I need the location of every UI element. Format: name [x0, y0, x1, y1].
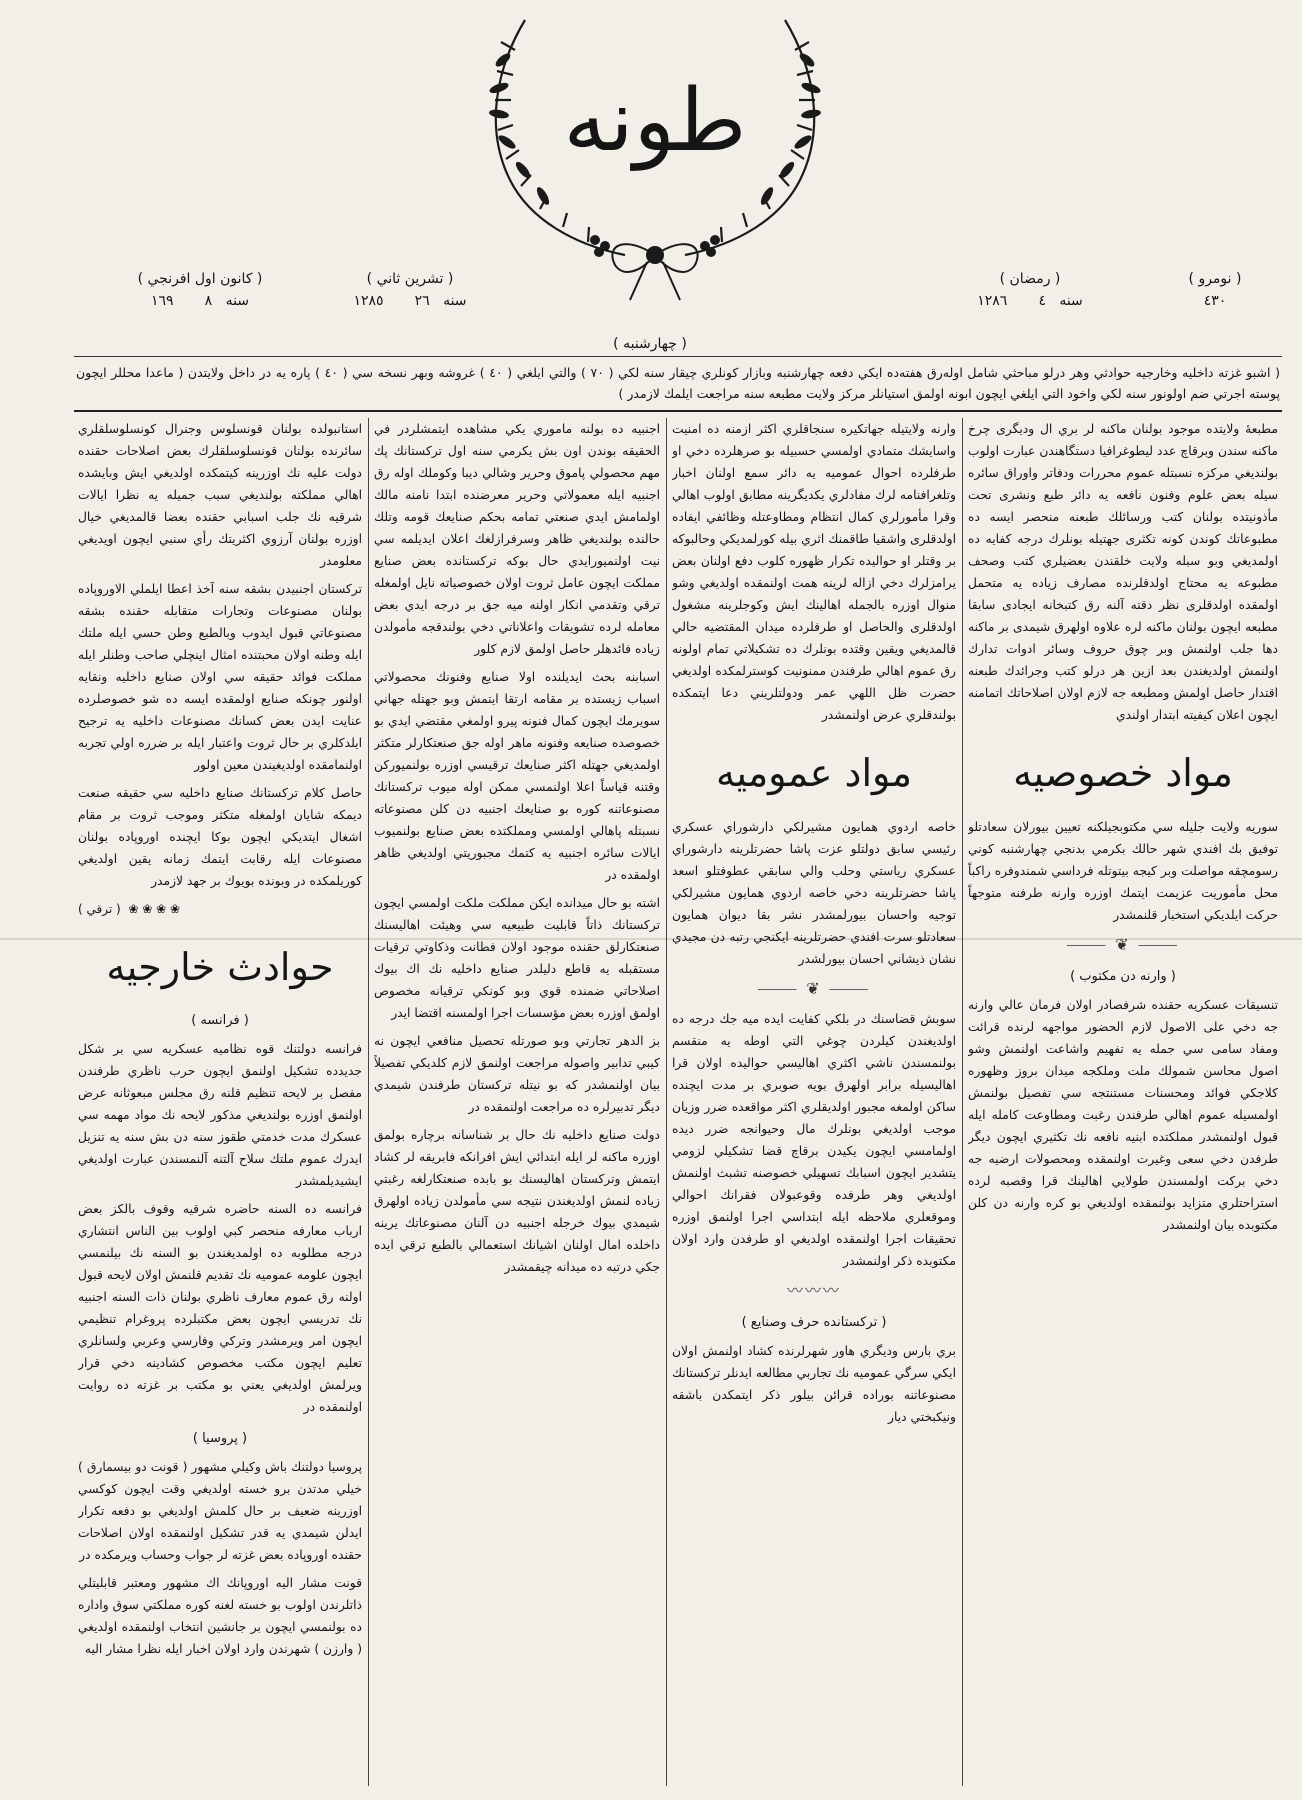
frankish-day: ٨ — [204, 293, 213, 309]
frankish-month: ( كانون اول افرنجي ) — [137, 271, 263, 287]
article-crafts-7: تركستان اجنبيدن بشقه سنه آخذ اعطا ايلملي الاوروپاده بولنان مصنوعات وتجارات متقابله حقنده بشقه مصنوعاتي قبول ايدوب وبالطبع وطن حسي ايله ملتك ايله وطنه اولان محبتنده امثال اينچلي صاحب وطنلر ايله مملكت فوائد حقيقه سي اولان صنايع داخليه ونقايه اولنور چونكه صنايع اولمقده ايسه ده شو خصوصلرده عنايت ايدن بعض كسانك مصنوعات داخليه يه ترجيح ايلدكلري بر حال ثروت واعتبار ايله بر ضرره اولي تجربه اولنمامقده اولديغيندن معين اولور — [78, 582, 362, 772]
rumi-year: ١٢٨٥ — [353, 293, 384, 309]
article-crafts-4: بز الدهر تجارتي وبو صورتله تحصيل منافعي ايچون نه كيبي تدابير واصوله مراجعت اولنمق لازم كلديكي تفصيلاً بيان اولنمشدر كه بو نيتله تركستان طرفندن شيمدي ديگر تدبيرلره ده مراجعت اولنمقده در — [374, 1034, 660, 1114]
hijri-date — [930, 268, 1130, 312]
column-separator — [368, 418, 369, 1786]
issue-number-label: ( نومرو ) — [1188, 271, 1242, 287]
rumi-day: ٢٦ — [414, 293, 430, 309]
article-crafts-3: اشته بو حال ميدانده ايكن مملكت ملكت اولمسي ايچون تركستانك ذاتاً قابليت طبيعيه سي وهيئت اهاليسنك صنعتكارلق حقنده موجود اولان فطانت وذكاوتي ترقيات مستقبله يه قاطع دليلدر صنايع داخليه نك اك بيوك اصلاحاتي ضمنده قوي وبو كونكي ترقيانه مخصوص اولمق اوزره بعض مؤسسات اجرا اولمسنه اقتضا ايدر — [374, 896, 660, 1020]
rumi-date — [320, 268, 500, 312]
column-separator — [962, 418, 963, 1786]
article-france-languages: فرانسه ده السنه حاضره شرقيه وقوف بالكز بعض ارباب معارفه منحصر كبي اولوب بين الناس انتشاري درجه مطلوبه ده اولمديغندن بو السنه نك بيلنمسي ايچون علومه عموميه نك تقديم قلنمش اولان لايحه قبول اولنه رق عموم معارف ناظري بولنان ذات السنه اجنبيه نك تدريسي ايچون بعض مكتبلرده پروغرام تنظيمي ايچون امر ويرمشدر وتركي وفارسي وعربي ولسانلري تعليم ايچون مكتب مخصوص كشادينه دخي قرار ويرلمش اولديغي يعني بو مكتب بر غزته ده روايت اولنمقده در — [78, 1201, 362, 1414]
article-crafts-1: اجنبيه ده بولنه ماموري يكي مشاهده ايتمشلردر في الحقيقه بوندن اون بش يكرمي سنه اول تركستانك پك مهم محصولي پاموق وحرير وشالي ديبا وكوملك اوله رق اجنبيه ايله معمولاتي وحرير معرضنده ابتدا نامنه مالك اولمامش ايدي صنعتي تمامه بحكم صنايعك قومه وتلك حالنده بولنديغي ظاهر وسرفرازلغك اعلان ايديلمه سي نيت اولنميورايدي حال بوكه تركستانده بعض صنايع مملكت ايچون عامل ثروت اولان خصوصياته نايل اولمغله ترقي وتقدمي انكار اولنه ميه جق بر درجه ايدي بعض معامله لرده تشويقات واعلاناتي دخي بولندقجه مأمولدن زياده فائدهلر حاصل اولمق لازم كلور — [374, 422, 660, 656]
divider-wave: 〰〰〰 — [786, 1280, 841, 1300]
issue-number — [1170, 268, 1260, 312]
header-rule — [74, 410, 1282, 412]
issue-number-value: ٤٣٠ — [1203, 293, 1227, 309]
article-crafts-5: دولت صنايع داخليه نك حال بر شناسانه برچاره بولمق اوزره ماكنه لر ايله ابتدائي ايش افرانكه فابريقه لر كشاد ايتمش وتركستان اهاليسنك بو بابده صنعتكارلغه رغبتي زياده لنمش اولديغندن نتيجه سي مأمولدن زياده اولهرق شيمدي بيوك خرجله اجنبيه دن آلنان مصنوعاتك يرينه داخلده امال اولنان اشيانك استعمالي بالطبع ترقي ايده جكي درتبه ده ميدانه چيقمشدر — [374, 1128, 660, 1274]
article-france-army: فرانسه دولتنك قوه نظاميه عسكريه سي بر شكل جديدده تشكيل اولنمق ايچون حرب ناظري طرفندن مفصل بر لايحه تنظيم قلنه رق مجلس مبعوثانه عرض اولنمق اوزره بولنديغي مذكور لايحه نك مواد مهمه سي عسكرك مدت خدمتي طقوز سنه دن بش سنه يه تنزيل ايدرك عموم ملتك سلاح آلتنه آلنمسندن عبارت اولديغي ايشيديلمشدر — [78, 1041, 362, 1188]
article-press: مطبعهٔ ولايتده موجود بولنان ماكنه لر بري ال ودیگری چرخ ماكنه سندن وبرقاچ عدد ليطوغرافيا دستگاهندن عبارت اولوب بولنديغي مركزه نسبتله عموم محررات ودفاتر واوراق سائره سيله بعض علوم وفنون نافعه يه دائر طبع ونشرى تحت مأذونيتده بولنان كتب ورسائلك طبعنه منحصر ايسه ده مطبوعاتك كوندن كونه تكثرى جهتيله بونلرك درجه كفايه ده اولمديغي وبو سبله ولايت خلقندن بعضيلري كتب وصحف مطبوعه يه محتاج اولدقلرنده مصارف زياده يه متحمل اولمقده اولدقلرى نظر دقته آلنه رق كتبخانه ايجادى سابقا مطبعه ايچون بولنان ماكنه لره علاوه اولهرق شيمدى بر ماكنه دها جلب اولنمش وبر چوق حروف وسائر ادوات تدارك اولنمش اولديغندن بعد ازين هر درلو كتب وجرائدك طبعنه اقتدار حاصل اولمش ومطبعه جه لازم اولان اصلاحاتك اتمامنه ايچون اعلان كيفيته ابتدار اولندي — [968, 422, 1278, 722]
rumi-year-label: سنه — [443, 293, 467, 309]
section-heading-general: مواد عمومیه — [715, 751, 912, 795]
weekday: ( چهارشنبه ) — [613, 336, 687, 352]
article-prussia-1: پروسيا دولتنك باش وكيلي مشهور ( قونت دو بيسمارق ) خيلي مدتدن برو خسته اولديغي وقت ايچون كوكسي اوزرينه ضعيف بر حال كلمش اولديغي بو دفعه تكرار ايدلن شيمدي يه قدر تشكيل اولنمقده اولان اصلاحات حقنده اوروپاده بعض غزته لر جواب وحساب ويرمكده در — [78, 1459, 362, 1562]
article-district: سوبش قضاسنك در بلكي كفايت ايده ميه جك درجه ده اولديغندن كيلردن چوغي التي اوطه يه منقسم بولنمسندن ناشي اكثري اهاليسي حواليده اولان قرا اهاليسيله برابر اولهرق بويه صوبري بر مدت ايچنده ساكن اولمغه مجبور اولديقلري اكثر مواقعده ضرر وزيان موجب اولديغي بونلرك مال وحيوانجه ضرر ديده اولمامسي ايچون يكيدن برقاچ قضا تشكيلي لزومي يتشدير ايچون اسبابك تسهيلي خصوصنه تشبث اولنمش اولديغي وهر طرفده وقوعبولان فقرانك احوالي وموقعلري ملاحظه ايله ابتداسي اجرا اولنمق اوزره تحقيقات اجرا اولنمقده اولديغي او طرفدن وارد اولان مكتوبده ذكر اولنمشدر — [672, 1011, 956, 1268]
subheading-crafts: ( تركستانده حرف وصنايع ) — [741, 1314, 887, 1330]
article-source: ( ترقي ) — [78, 902, 121, 916]
article-crafts-2: اسبابنه بحث ايديلنده اولا صنايع وفنونك محصولاتي اسباب زيستده بر مقامه ارتقا ايتمش وبو جهتله جهاني سويرمك ايچون كمال فنونه پيرو اولمغي مقتضي ايدي بو خصوصده صنايعه وفنونه ماهر اوله جق صنعتكارلر متكثر اولمديغي جهتله اكثر صنايعك ترقيسي اوزره بولنميوركن وقتنه قياساً اعلا اولنمسي ممكن اوله ميوب تركستانك مصنوعاتنه كوره بو صنايعك اجنبيه دن كلن مصنوعاته نسبتله پاهالي اولمسي ومملكتده بعض صنايع بولنميوب ايالات سائره اجنبيه يه كتمك مجبوريتي اولديغي ظاهر اولمقده در — [374, 670, 660, 882]
hijri-day: ٤ — [1038, 293, 1046, 309]
hijri-year: ١٢٨٦ — [977, 293, 1008, 309]
top-rule — [74, 356, 1282, 357]
frankish-year-label: سنه — [225, 293, 250, 309]
divider-flourish: ⸻ ❦ ⸻ — [757, 978, 871, 998]
rumi-month: ( تشرين ثاني ) — [366, 271, 454, 287]
article-prussia-2: قونت مشار اليه اوروپانك اك مشهور ومعتبر قابليتلي ذاتلرندن اولوب بو خسته لغنه كوره مملكتي سوق واداره ده بولنمسي ايچون بر جانشين انتخاب اولنمقده اولديغي ( وارزن ) شهرندن وارد اولان اخبار ايله نظرا مشار اليه — [78, 1575, 362, 1656]
section-heading-special: مواد خصوصیه — [1013, 751, 1233, 795]
masthead — [0, 0, 1302, 309]
newspaper-title: طونه — [563, 71, 747, 171]
star-ornament: ❀ ❀ ❀ ❀ — [128, 902, 181, 916]
subheading-prussia: ( پروسيا ) — [192, 1430, 248, 1446]
column-3 — [374, 418, 660, 1786]
section-heading-foreign: حوادث خارجیه — [106, 945, 334, 989]
article-crafts-6: استانبولده بولنان قونسلوس وجنرال كونسلوسلقلري سائرنده بولنان قونسلوسلقلرك بعض اصلاحات حقنده دولت عليه نك اوزرينه كيتمكده اولديغي ايش وبايشده اهالي مملكته بولنديغي سبب جميله يه نظرا ايالات شرقيه نك جلب اسبابي حقنده بعضا قالمديغي خيال اوزره بولنان آرزوي اكثريتك رأي سنبي ايچون اويديغي معلومدر — [78, 422, 362, 568]
article-varna: تنسيقات عسكريه حقنده شرفصادر اولان فرمان عالي وارنه جه دخي على الاصول لازم الحضور مواجهه لرنده قرائت ومفاد سامى سي جمله يه تفهيم واشاعت اولنمش وشو اصول محاسن شمولك ملت وملكجه ميدان بروز وظهوره كلاجكي فوائد ومحسنات مستنتجه سي تفصيل بولنمش اولمسيله عموم اهالي طرفندن رغبت ومطاوعت كامله ايله قبول اولنمشدر مملكتده ابنيه نافعه نك تكثيري ايچون ديگر طرفدن دخي سعى وغيرت اولنمقده ومحصولات ارضيه جه دخي بركت اولمسندن طولايي اهالينك قرا وقصبه لرده استراحتلري متزايد بولنمقده اولديغي بو كره وارنه دن كلن مكتوبده بيان اولنمشدر — [968, 997, 1278, 1232]
subheading-france: ( فرانسه ) — [191, 1012, 249, 1028]
subscription-notice: ( اشبو غزته داخليه وخارجيه حوادثي وهر درلو مباحثي شامل اولەرق هفتەده ايكي دفعه چهارشنبه وبازار كونلري چيقار سنه لكي ( ٧٠ ) والتي ايلغي ( ٤٠ ) غروشه وبهر نسخه سي ( ٤٠ ) پاره يه در داخل ولايتدن ( ماعدا محللر ايچون پوسته اجرتي ضم اولونور سنه لكي واخود التي ايلغي ايچون ابونه اولمق استيانلر مركز ولايت مطبعه سنه مراجعت ايلمك لازمدر ) — [76, 365, 1280, 401]
article-crafts-start: بري بارس وديگري هاور شهرلرنده كشاد اولنمش اولان ايكي سرگي عموميه نك تجاربي مطالعه ايدنلر تركستانك مصنوعاتنه بوراده قرائن بيلور ذكر ايتمكدن باشقه ونيكبختي ديار — [672, 1343, 956, 1424]
article-appointment: سوريه ولايت جليله سي مكتوبجيلكنه تعيين بيورلان سعادتلو توفيق بك افندي شهر حالك بكرمي بدنجي چهارشنبه كوني رسومچقه مواصلت وبر كيجه بيتوتله فرداسي شمندوفره راكباً محل مأموريت عزيمت ايتمك اوزره وارنه طرفنه متوجهاً حركت ايلديكي استخبار قلنمشدر — [968, 819, 1278, 922]
column-2 — [672, 418, 956, 1786]
column-1 — [968, 418, 1278, 1786]
column-4 — [78, 418, 362, 1786]
hijri-month: ( رمضان ) — [999, 271, 1061, 287]
hijri-year-label: سنه — [1059, 293, 1083, 309]
subheading-varna-letter: ( وارنه دن مكتوب ) — [1070, 968, 1176, 984]
frankish-year: ١٦٩ — [150, 293, 174, 309]
divider-flourish: ⸻ ❦ ⸻ — [1066, 934, 1180, 954]
article-crafts-8: حاصل كلام تركستانك صنايع داخليه سي حقيقه صنعت ديمكه شايان اولمغله متكثر وموجب ثروت بر مقام اشغال ايتديكي ايچون بوكا ايچنده اوروپاده بولنان مصنوعات ايله رقابت ايتمك زمانه يقين اولديغي كوريلمكده در وبونده بويوك بر جهد لازمدر — [78, 786, 362, 888]
article-provinces: وارنه ولايتيله جهاتكيره سنجاقلري اكثر ازمنه ده امنيت واسايشك متمادي اولمسي حسبيله بو صرهلرده دخي او طرفلرده احوال عموميه يه دائر سمع اولنان اخبار وتلغرافنامه لرك مفادلري يكديگرينه مطابق اولوب اهالي وقرا مأمورلري كمال انتظام ومطاوعتله وظائفي ايفاده اولدقلرى واشقيا طاقمنك اثري بيله كورلمديكي وحالبوكه بر وقتلر او حواليده تكرار ظهوره كلوب دفع اولنان بعض يرامزلرك دخي ازاله لرينه همت اولنمقده اولديغي وشو منوال اوزره بالجمله اهالينك ايش وكوجلرينه مشغول اولدقلرى والحاصل او طرفلرده ميدان المقتضيه حالي قالمديغي ويقين وقتده بونلرك ده تشكيلاتي تمام اولونه رق عموم اهالي طرفندن ممنونيت كوسترلمكده اولديغي حضرت ظل اللهي عمر ودولتلريني دعا ايتمكده بولندقلري عرض اولنمشدر — [672, 422, 956, 722]
article-promotions: خاصه اردوي همايون مشيرلكي دارشوراي عسكري رئيسي سابق دولتلو عزت پاشا حضرتلرينه دارشوراي عسكري رياستي وحلب والي سابقي عطوفتلو اسعد پاشا حضرتلرينه دخي خاصه اردوي همايون مشيرلكي توجيه واحسان بيورلمشدر نشر بقا ديوان همايون سعادتلو سرت افندي حضرتلرينه ايكنجي رتبه دن مجيدي نشان ذيشاني احسان بيورلشدر — [672, 819, 956, 966]
column-separator — [666, 418, 667, 1786]
frankish-date — [100, 268, 300, 312]
